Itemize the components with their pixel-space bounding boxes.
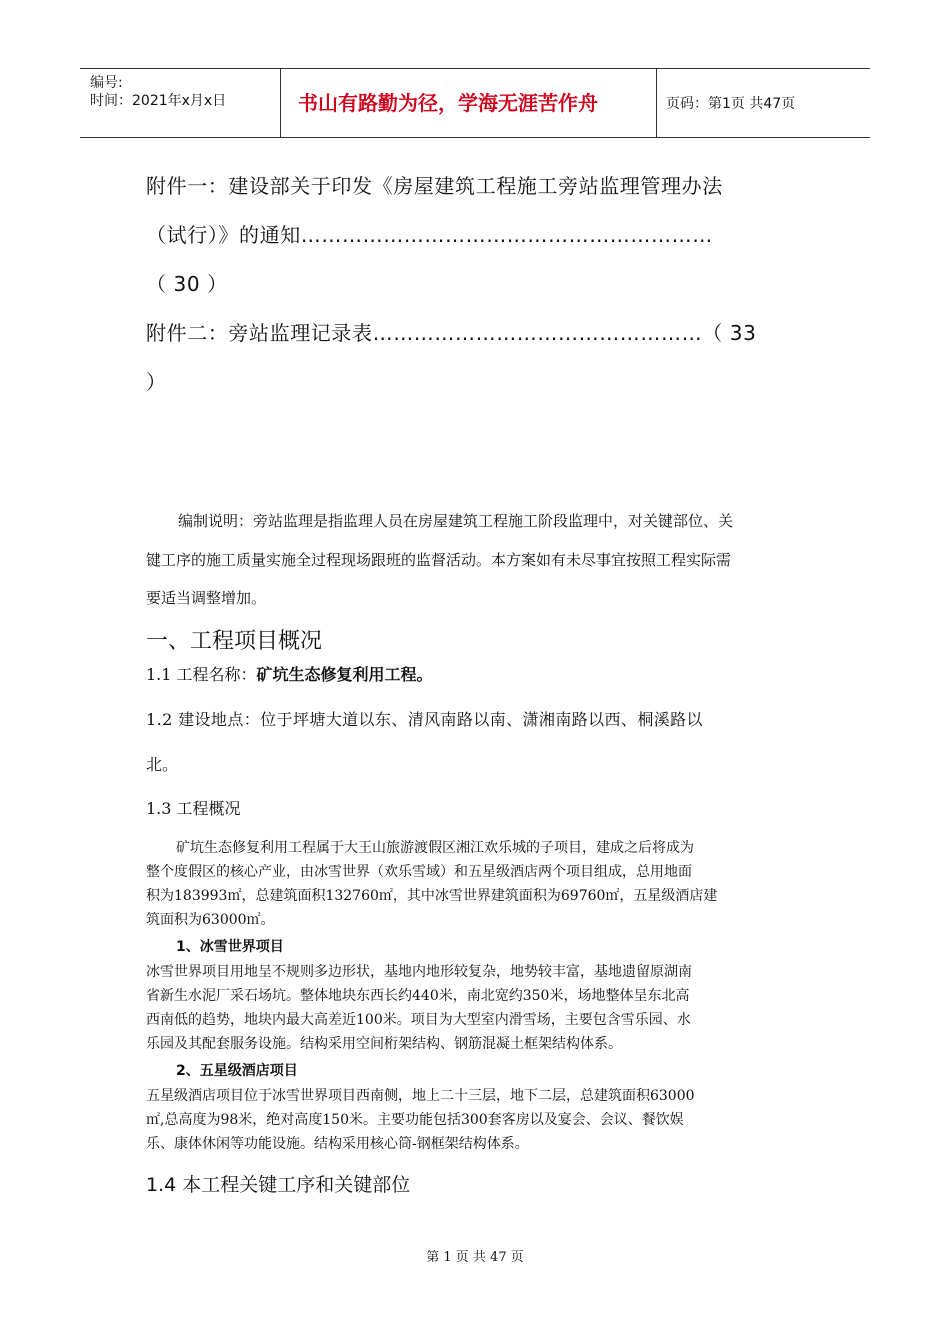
ice-world-line: 省新生水泥厂采石场坑。整体地块东西长约440米，南北宽约350米，场地整体呈东北高 — [146, 988, 690, 1004]
page-footer: 第 1 页 共 47 页 — [426, 1250, 524, 1265]
project-name-label: 1.1 工程名称： — [146, 665, 257, 684]
project-name-value: 矿坑生态修复利用工程。 — [256, 665, 433, 684]
hotel-paragraph — [146, 1084, 816, 1156]
intro-line: 要适当调整增加。 — [146, 589, 267, 607]
overview-line: 矿坑生态修复利用工程属于大王山旅游渡假区湘江欢乐城的子项目，建成之后将成为 — [176, 840, 694, 856]
key-process-title: 1.4 本工程关键工序和关键部位 — [146, 1174, 411, 1196]
overview-line: 积为183993㎡，总建筑面积132760㎡，其中冰雪世界建筑面积为69760㎡，五星级酒店建 — [146, 888, 718, 904]
location-line: 北。 — [146, 755, 179, 774]
page-header — [80, 68, 870, 138]
hotel-line: 乐、康体休闲等功能设施。结构采用核心筒-钢框架结构体系。 — [146, 1136, 529, 1152]
ice-world-paragraph — [146, 960, 816, 1056]
hotel-line: ㎡,总高度为98米，绝对高度150米。主要功能包括300套客房以及宴会、会议、餐饮娱 — [146, 1112, 684, 1128]
document-number-label: 编号: — [90, 75, 123, 91]
project-name-row — [146, 662, 433, 685]
document-date: 时间：2021年x月x日 — [90, 93, 227, 109]
section-title: 一、工程项目概况 — [146, 629, 323, 654]
ice-world-line: 西南低的趋势，地块内最大高差近100米。项目为大型室内滑雪场，主要包含雪乐园、水 — [146, 1012, 691, 1028]
toc-item-1-page: （ 30 ） — [146, 272, 228, 296]
toc-item-1-line2: （试行）》的通知…………………………………………………… — [146, 223, 713, 247]
location-line: 1.2 建设地点：位于坪塘大道以东、清风南路以南、潇湘南路以西、桐溪路以 — [146, 710, 703, 729]
intro-line: 编制说明：旁站监理是指监理人员在房屋建筑工程施工阶段监理中，对关键部位、关 — [178, 512, 734, 530]
overview-line: 筑面积为63000㎡。 — [146, 912, 275, 928]
intro-line: 键工序的施工质量实施全过程现场跟班的监督活动。本方案如有未尽事宜按照工程实际需 — [146, 551, 732, 569]
overview-paragraph — [146, 836, 816, 932]
ice-world-line: 冰雪世界项目用地呈不规则多边形状，基地内地形较复杂，地势较丰富，基地遗留原湖南 — [146, 964, 692, 980]
overview-title: 1.3 工程概况 — [146, 799, 241, 818]
hotel-line: 五星级酒店项目位于冰雪世界项目西南侧，地上二十三层，地下二层，总建筑面积63000 — [146, 1088, 695, 1104]
toc-item-2-line1: 附件二：旁站监理记录表…………………………………………（ 33 — [146, 321, 757, 345]
subsection-title: 1、冰雪世界项目 — [176, 939, 284, 955]
header-page-info: 页码：第1页 共47页 — [666, 96, 796, 112]
header-motto: 书山有路勤为径，学海无涯苦作舟 — [298, 91, 598, 115]
toc-item-1-line1: 附件一：建设部关于印发《房屋建筑工程施工旁站监理管理办法 — [146, 174, 723, 198]
header-divider — [656, 69, 657, 137]
header-divider — [280, 69, 281, 137]
subsection-title: 2、五星级酒店项目 — [176, 1063, 298, 1079]
toc-item-2-line2: ） — [146, 370, 167, 394]
overview-line: 整个度假区的核心产业，由冰雪世界（欢乐雪域）和五星级酒店两个项目组成，总用地面 — [146, 864, 692, 880]
ice-world-line: 乐园及其配套服务设施。结构采用空间桁架结构、钢筋混凝土框架结构体系。 — [146, 1036, 622, 1052]
